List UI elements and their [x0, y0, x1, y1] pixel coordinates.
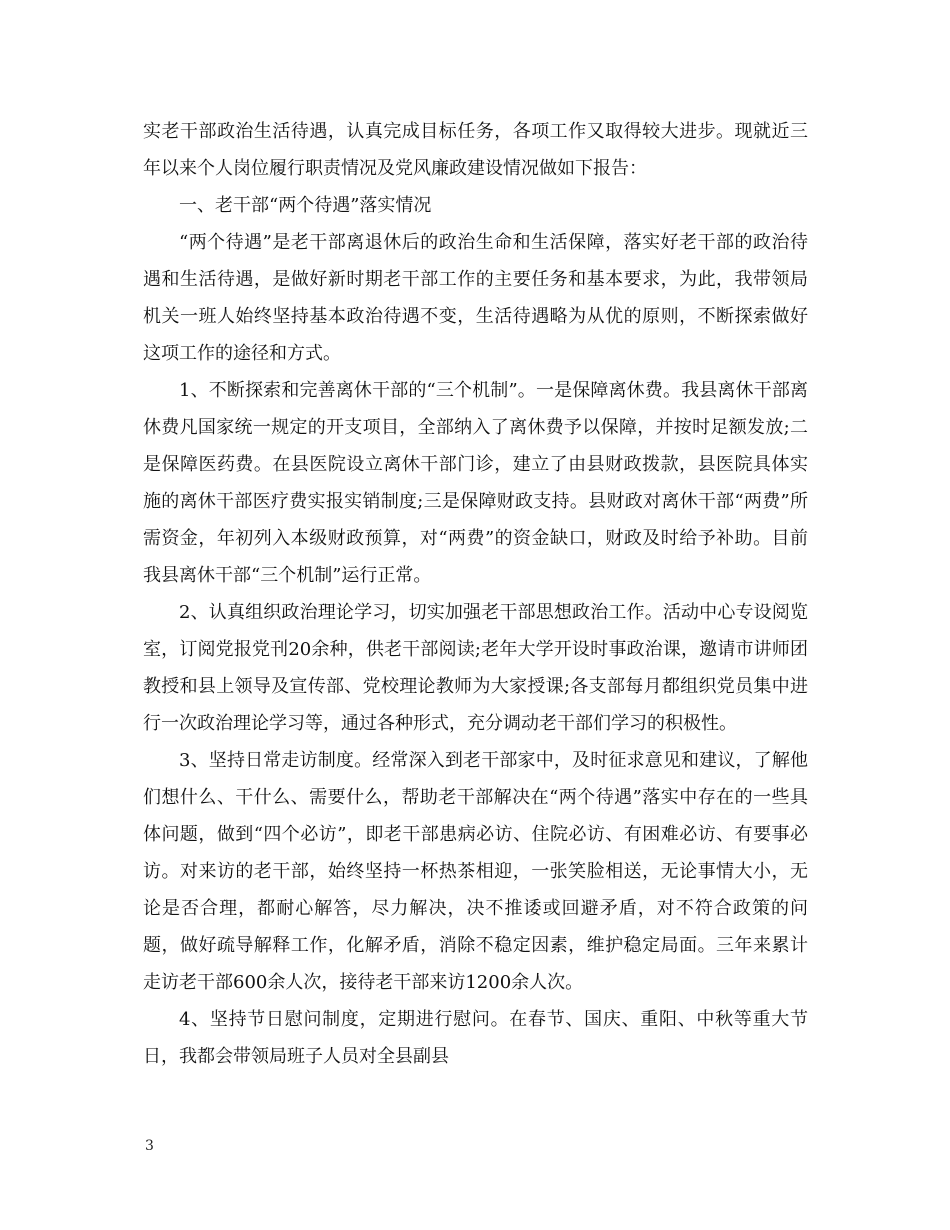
paragraph-item-3: 3、坚持日常走访制度。经常深入到老干部家中，及时征求意见和建议，了解他们想什么、干什么、需要什么，帮助老干部解决在“两个待遇”落实中存在的一些具体问题，做到“四个必访”，即老干部患病必访、住院必访、有困难必访、有要事必访。对来访的老干部，始终坚持一杯热茶相迎，一张笑脸相送，无论事情大小，无论是否合理，都耐心解答，尽力解决，决不推诿或回避矛盾，对不符合政策的问题，做好疏导解释工作，化解矛盾，消除不稳定因素，维护稳定局面。三年来累计走访老干部600余人次，接待老干部来访1200余人次。 — [143, 750, 808, 993]
paragraph-item-1: 1、不断探索和完善离休干部的“三个机制”。一是保障离休费。我县离休干部离休费凡国家统一规定的开支项目，全部纳入了离休费予以保障，并按时足额发放;二是保障医药费。在县医院设立离休干部门诊，建立了由县财政拨款，县医院具体实施的离休干部医疗费实报实销制度;三是保障财政支持。县财政对离休干部“两费”所需资金，年初列入本级财政预算，对“两费”的资金缺口，财政及时给予补助。目前我县离休干部“三个机制”运行正常。 — [143, 380, 808, 586]
paragraph-item-4: 4、坚持节日慰问制度，定期进行慰问。在春节、国庆、重阳、中秋等重大节日，我都会带领局班子人员对全县副县 — [143, 1009, 808, 1067]
paragraph-two-treatments: “两个待遇”是老干部离退休后的政治生命和生活保障，落实好老干部的政治待遇和生活待遇，是做好新时期老干部工作的主要任务和基本要求，为此，我带领局机关一班人始终坚持基本政治待遇不变，生活待遇略为从优的原则，不断探索做好这项工作的途径和方式。 — [143, 232, 808, 364]
document-body — [143, 113, 808, 1075]
paragraph-continuation: 实老干部政治生活待遇，认真完成目标任务，各项工作又取得较大进步。现就近三年以来个人岗位履行职责情况及党风廉政建设情况做如下报告： — [143, 121, 808, 179]
section-heading: 一、老干部“两个待遇”落实情况 — [179, 195, 432, 216]
paragraph-item-2: 2、认真组织政治理论学习，切实加强老干部思想政治工作。活动中心专设阅览室，订阅党报党刊20余种，供老干部阅读;老年大学开设时事政治课，邀请市讲师团教授和县上领导及宣传部、党校理论教师为大家授课;各支部每月都组织党员集中进行一次政治理论学习等，通过各种形式，充分调动老干部们学习的积极性。 — [143, 602, 808, 734]
page-number: 3 — [145, 1138, 154, 1154]
